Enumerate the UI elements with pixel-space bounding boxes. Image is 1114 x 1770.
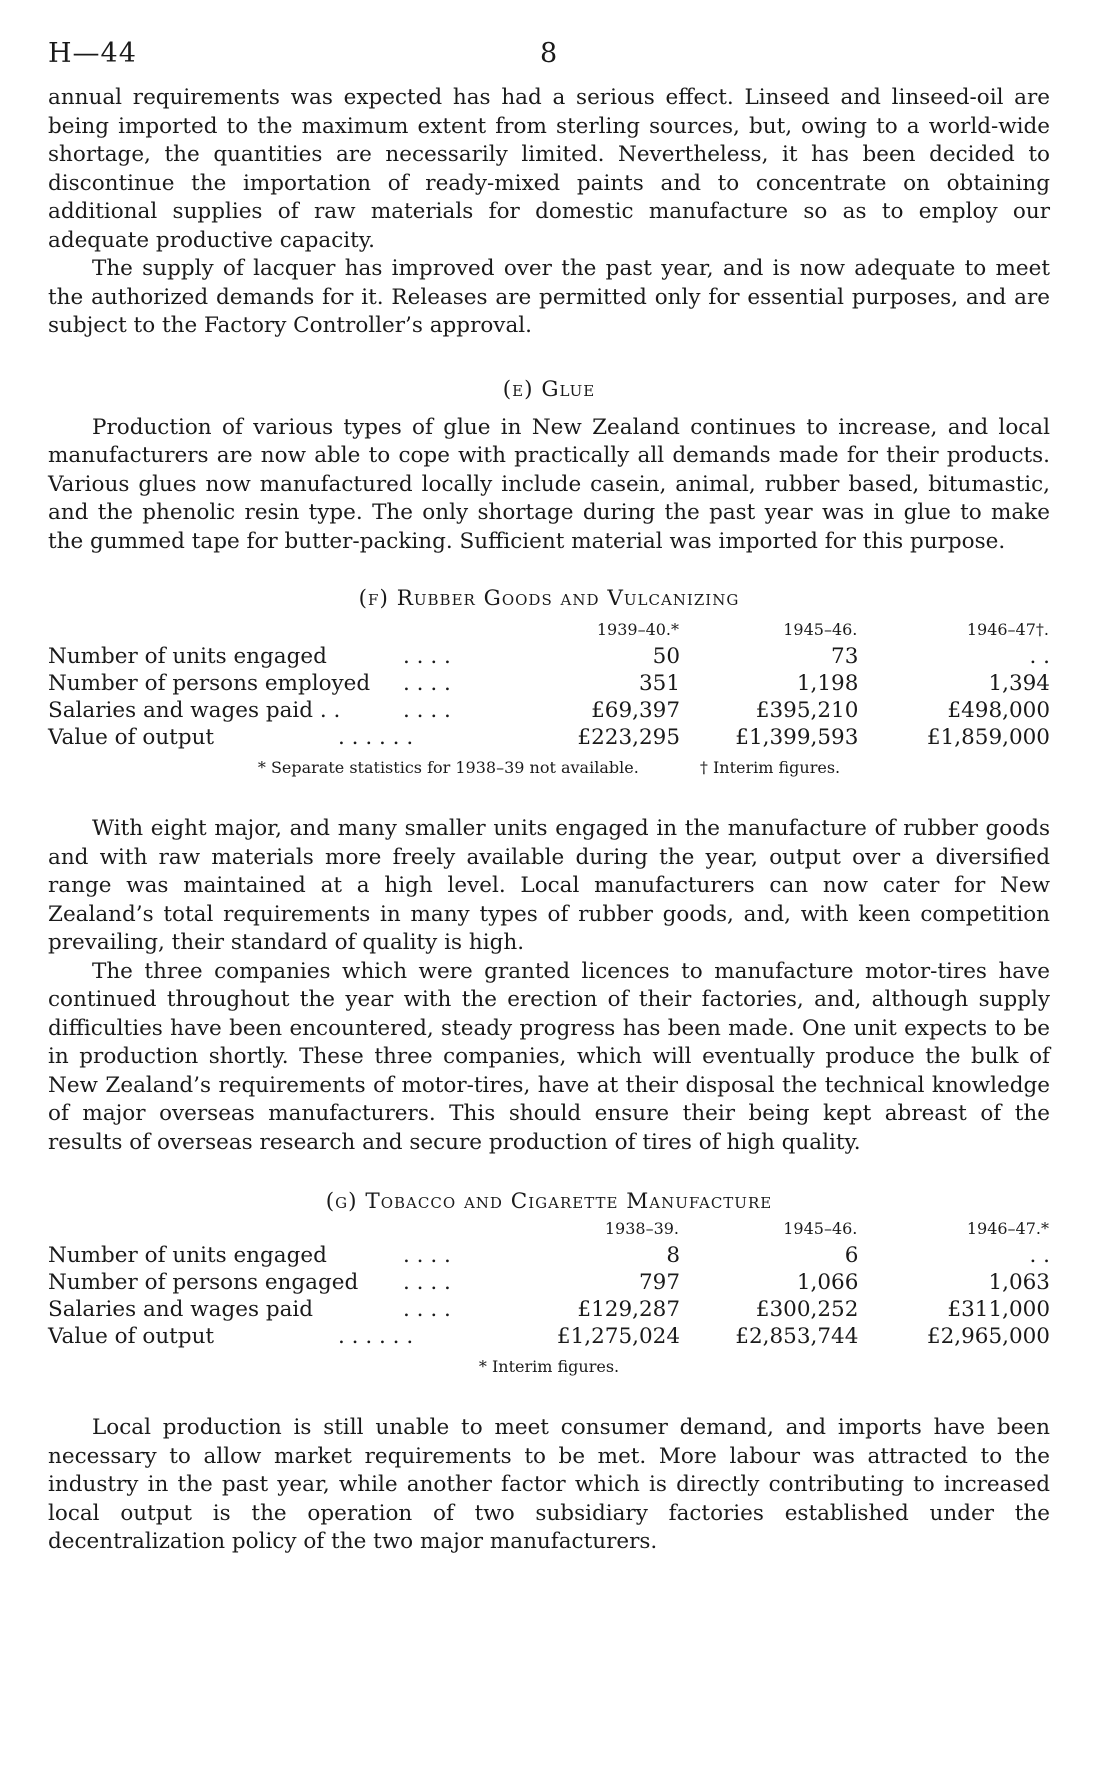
table-footnote [48, 1356, 1050, 1378]
page-number: 8 [540, 38, 558, 69]
rubber-statistics-table [48, 617, 1050, 751]
table-cell: 73 [831, 644, 859, 669]
row-label: Number of persons engaged [48, 1270, 359, 1295]
row-label: Value of output [48, 1324, 215, 1349]
footnote-separate-statistics: * Separate statistics for 1938–39 not available. [257, 758, 639, 777]
tobacco-statistics-table [48, 1216, 1050, 1350]
table-cell: 8 [666, 1243, 681, 1268]
table-cell: 6 [844, 1243, 859, 1268]
table-cell: 1,066 [796, 1270, 859, 1295]
row-label: Number of persons employed [48, 671, 371, 696]
row-label: Salaries and wages paid [48, 1297, 314, 1322]
table-cell: £1,399,593 [735, 725, 859, 750]
table-row [48, 1242, 1050, 1269]
table-header-row [48, 1216, 1050, 1242]
table-row [48, 643, 1050, 670]
table-cell: . . [1029, 644, 1050, 669]
table-row [48, 1269, 1050, 1296]
table-cell: £2,853,744 [735, 1324, 859, 1349]
row-leaders: . . . . [403, 644, 451, 669]
table-cell: £1,275,024 [556, 1324, 681, 1349]
table-cell: £300,252 [755, 1297, 859, 1322]
column-header: 1939–40.* [596, 620, 680, 639]
row-label: Number of units engaged [48, 1243, 327, 1268]
table-cell: £2,965,000 [926, 1324, 1050, 1349]
section-title-tobacco: (g) Tobacco and Cigarette Manufacture [325, 1189, 773, 1214]
table-cell: £311,000 [947, 1297, 1050, 1322]
table-row [48, 724, 1050, 751]
table-row [48, 697, 1050, 724]
table-header-blank [48, 1216, 524, 1242]
table-cell: £498,000 [947, 698, 1050, 723]
table-row [48, 1323, 1050, 1350]
table-header-row [48, 617, 1050, 643]
footnote-interim: † Interim figures. [699, 758, 841, 777]
row-leaders: . . . . [403, 1243, 451, 1268]
section-title-glue: (e) Glue [502, 376, 596, 402]
column-header: 1945–46. [783, 1219, 858, 1238]
column-header: 1946–47.* [966, 1219, 1049, 1238]
row-leaders: . . . . [403, 671, 451, 696]
row-leaders: . . . . [403, 1270, 451, 1295]
row-label: Salaries and wages paid . . [48, 698, 341, 723]
paragraph-lacquer: The supply of lacquer has improved over the past year, and is now adequate to meet the authorized demands for it. Releases are permitted only for essential purposes, and are subject to the Factory Controller’s approval. [48, 256, 1050, 338]
paragraph-rubber-output: With eight major, and many smaller units engaged in the manufacture of rubber goods and with raw materials more freely available during the year, output over a diversified range was maintained at a high level. Local manufacturers can now cater for New Zealand’s total requirements in many types of rubber goods, and, with keen competition prevailing, their standard of quality is high. [48, 816, 1050, 955]
table-cell: 1,063 [988, 1270, 1050, 1295]
table-cell: £129,287 [577, 1297, 681, 1322]
table-cell: £395,210 [755, 698, 859, 723]
row-label: Value of output [48, 725, 215, 750]
table-cell: £69,397 [591, 698, 681, 723]
section-title-rubber: (f) Rubber Goods and Vulcanizing [358, 586, 740, 611]
column-header: 1946–47†. [966, 620, 1049, 639]
table-row [48, 1296, 1050, 1323]
table-cell: 1,394 [988, 671, 1050, 696]
footnote-interim: * Interim figures. [478, 1357, 620, 1376]
row-label: Number of units engaged [48, 644, 327, 669]
paragraph-tobacco-production: Local production is still unable to meet consumer demand, and imports have been necessary to allow market requirements to be met. More labour was attracted to the industry in the past year, while another factor which is directly contributing to increased local output is the operation of two subsidiary factories established under the decentralization policy of the two major manufacturers. [48, 1415, 1050, 1554]
row-leaders: . . . . [403, 1297, 451, 1322]
table-cell: 797 [638, 1270, 681, 1295]
document-page [48, 34, 1050, 1557]
table-cell: 1,198 [796, 671, 859, 696]
table-cell: £223,295 [577, 725, 681, 750]
column-header: 1945–46. [783, 620, 858, 639]
table-footnotes [48, 757, 1050, 779]
paragraph-motor-tires: The three companies which were granted licences to manufacture motor-tires have continued throughout the year with the erection of their factories, and, although supply difficulties have been encountered, steady progress has been made. One unit expects to be in production shortly. These three companies, which will eventually produce the bulk of New Zealand’s requirements of motor-tires, have at their disposal the technical knowledge of major overseas manufacturers. This should ensure their being kept abreast of the results of overseas research and secure production of tires of high quality. [48, 958, 1050, 1155]
document-reference: H—44 [48, 38, 137, 69]
row-leaders: . . . . [403, 698, 451, 723]
page-header [48, 34, 1050, 84]
table-row [48, 670, 1050, 697]
row-leaders: . . . . . . [338, 725, 414, 750]
table-header-blank [48, 617, 524, 643]
table-cell: . . [1029, 1243, 1050, 1268]
table-cell: 50 [652, 644, 681, 669]
paragraph-glue: Production of various types of glue in New Zealand continues to increase, and local manufacturers are now able to cope with practically all demands made for their products. Various glues now manufactured locally include casein, animal, rubber based, bitumastic, and the phenolic resin type. The only shortage during the past year was in glue to make the gummed tape for butter-packing. Sufficient material was imported for this purpose. [48, 414, 1050, 554]
column-header: 1938–39. [604, 1219, 680, 1238]
row-leaders: . . . . . . [338, 1324, 414, 1349]
paragraph-linseed: annual requirements was expected has had a serious effect. Linseed and linseed-oil are being imported to the maximum extent from sterling sources, but, owing to a world-wide shortage, the quantities are necessarily limited. Nevertheless, it has been decided to discontinue the importation of ready-mixed paints and to concentrate on obtaining additional supplies of raw materials for domestic manufacture so as to employ our adequate productive capacity. [48, 85, 1050, 253]
table-cell: 351 [638, 671, 681, 696]
table-cell: £1,859,000 [926, 725, 1050, 750]
